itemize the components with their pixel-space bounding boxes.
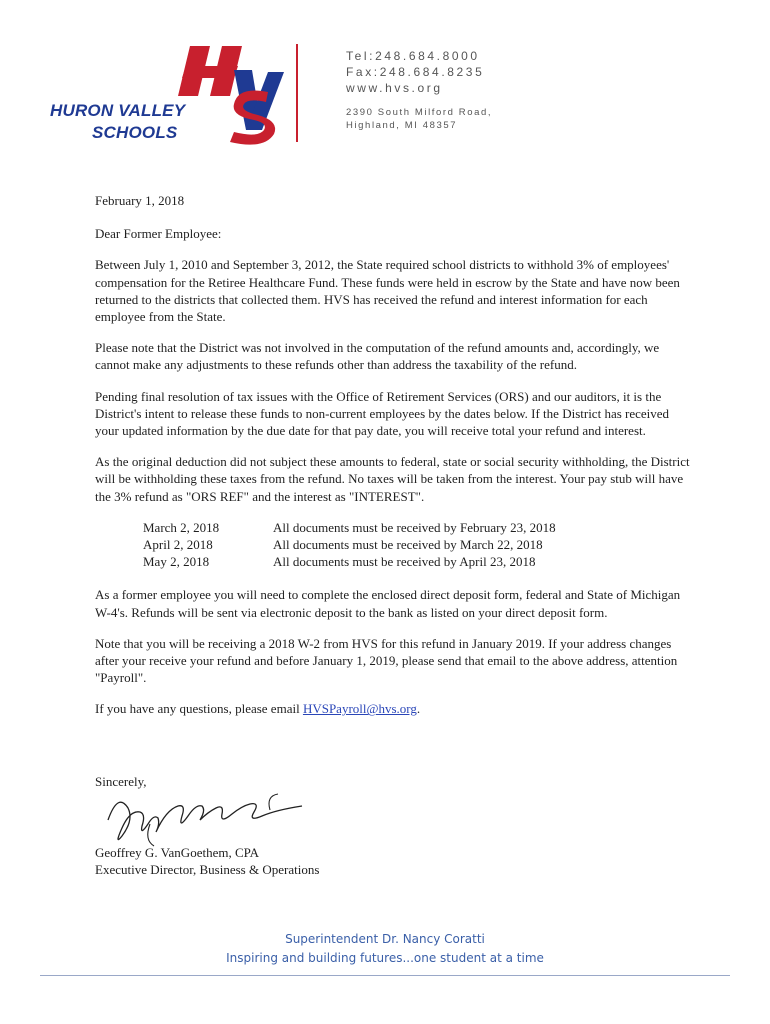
schedule-note: All documents must be received by April 23, 2018 (273, 554, 536, 570)
address (346, 106, 492, 132)
paragraph-5: As a former employee you will need to complete the enclosed direct deposit form, federal and State of Michigan W-4's. Refunds will be sent via electronic deposit to the bank as listed on your direct deposit form. (95, 587, 681, 620)
signer-block (95, 844, 319, 878)
greeting: Dear Former Employee: (95, 226, 222, 242)
footer (0, 930, 770, 968)
footer-divider (40, 975, 730, 976)
fax: Fax:248.684.8235 (346, 65, 485, 79)
logo-line-2: SCHOOLS (92, 123, 178, 142)
closing: Sincerely, (95, 774, 147, 789)
logo-wordmark (50, 100, 185, 144)
schedule-note: All documents must be received by March 22, 2018 (273, 537, 543, 553)
schedule-row (143, 536, 695, 553)
letterhead-divider (296, 44, 298, 142)
schedule-note: All documents must be received by February 23, 2018 (273, 519, 556, 535)
questions-text: If you have any questions, please email (95, 701, 303, 717)
schedule-date: April 2, 2018 (143, 537, 213, 553)
superintendent-line: Superintendent Dr. Nancy Coratti (285, 932, 485, 946)
logo-line-1: HURON VALLEY (50, 101, 186, 120)
paragraph-4: As the original deduction did not subject these amounts to federal, state or social security withholding, the District will be withholding these taxes from the refund. No taxes will be taken from the interest. Your pay stub will have the 3% refund as "ORS REF" and the interest as "INTEREST". (95, 454, 690, 504)
schedule-date: March 2, 2018 (143, 519, 220, 535)
paragraph-7 (95, 700, 695, 717)
schedule-row (143, 553, 695, 570)
schedule-date: May 2, 2018 (143, 554, 210, 570)
paragraph-1: Between July 1, 2010 and September 3, 2012, the State required school districts to withhold 3% of employees' compensation for the Retiree Healthcare Fund. These funds were held in escrow by the State and have now been returned to the districts that collected them. HVS has received the refund and interest information for each employee from the State. (95, 257, 680, 325)
handwritten-signature (90, 780, 350, 850)
address-line-2: Highland, MI 48357 (346, 120, 458, 131)
letter-date: February 1, 2018 (95, 193, 185, 208)
questions-end: . (416, 701, 421, 717)
payment-schedule (143, 519, 695, 571)
schedule-row (143, 519, 695, 536)
signer-title: Executive Director, Business & Operations (95, 862, 320, 877)
contact-block (346, 48, 492, 132)
hvs-logo (40, 38, 290, 150)
paragraph-2: Please note that the District was not involved in the computation of the refund amounts and, accordingly, we cannot make any adjustments to these refunds other than address the taxability of the refund. (95, 340, 660, 373)
address-line-1: 2390 South Milford Road, (346, 107, 493, 118)
motto-line: Inspiring and building futures...one student at a time (226, 951, 544, 965)
paragraph-3: Pending final resolution of tax issues with the Office of Retirement Services (ORS) and our auditors, it is the District's intent to release these funds to non-current employees by the dates below. If the District has received your updated information by the due date for that pay date, you will receive total your refund and interest. (95, 388, 670, 439)
phone: Tel:248.684.8000 (346, 49, 480, 63)
paragraph-6: Note that you will be receiving a 2018 W-2 from HVS for this refund in January 2019. If your address changes after your receive your refund and before January 1, 2019, please send that email to the above address, attention "Payroll". (95, 635, 678, 686)
website[interactable]: www.hvs.org (346, 81, 443, 95)
signer-name: Geoffrey G. VanGoethem, CPA (95, 845, 260, 860)
payroll-email-link[interactable]: HVSPayroll@hvs.org (302, 701, 417, 717)
letter-body (95, 192, 695, 732)
